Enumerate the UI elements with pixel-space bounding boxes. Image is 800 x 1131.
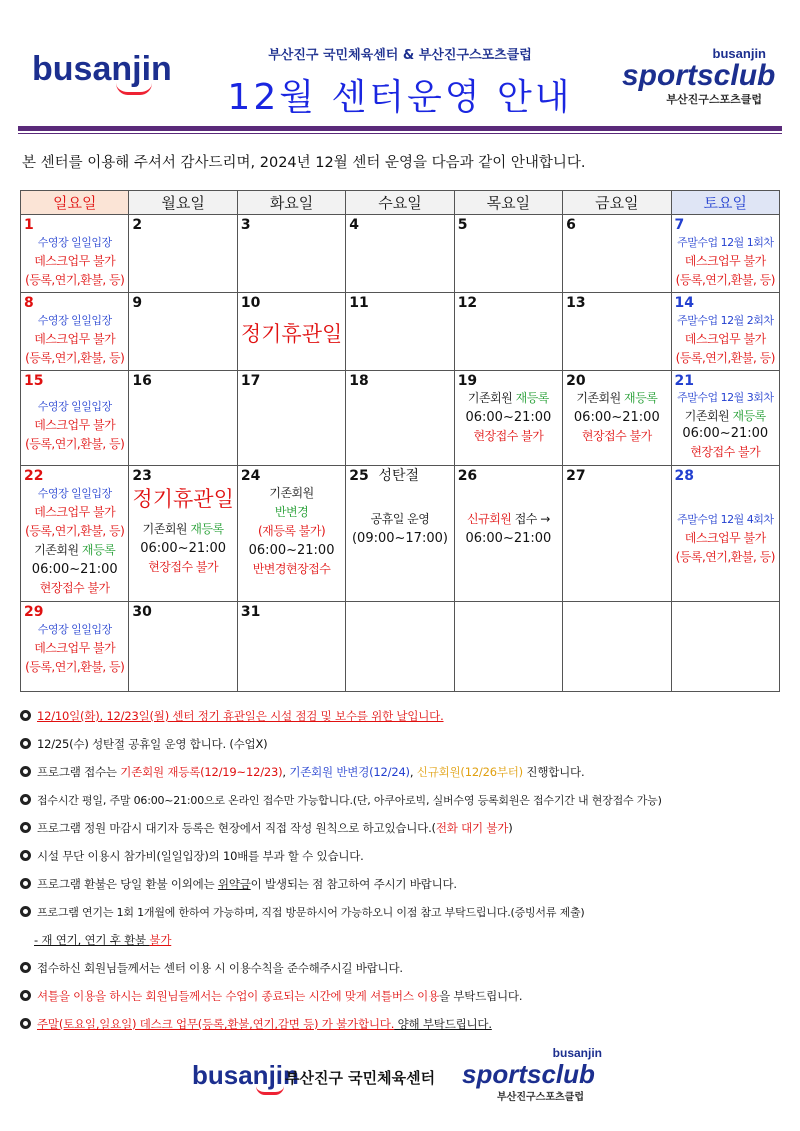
reception-hours: 06:00~21:00: [31, 562, 118, 577]
day-number: 25 성탄절: [349, 468, 420, 484]
christmas-label: 성탄절: [378, 468, 420, 484]
regular-closed-day: 정기휴관일: [240, 322, 343, 346]
notice-list: [20, 702, 780, 1038]
intro-text: 본 센터를 이용해 주셔서 감사드리며, 2024년 12월 센터 운영을 다음과 같이 안내합니다.: [22, 155, 586, 171]
empty-cell: [563, 602, 671, 692]
re-register-notice: 기존회원 재등록: [142, 522, 224, 536]
holiday-hours: (09:00~17:00): [351, 531, 448, 546]
bullet-icon: [20, 738, 31, 749]
bullet-icon: [20, 878, 31, 889]
reception-hours: 06:00~21:00: [248, 543, 335, 558]
notice-item-4: 접수시간 평일, 주말 06:00~21:00으로 온라인 접수만 가능합니다.(단, 아쿠아로빅, 실버수영 등록회원은 접수기간 내 현장접수 가능): [20, 786, 780, 814]
onsite-not-allowed: 현장접수 불가: [39, 581, 110, 595]
day-number: 2: [132, 217, 143, 233]
desk-notice: 데스크업무 불가: [684, 332, 766, 346]
desk-notice-detail: (등록,연기,환불, 등): [25, 660, 125, 674]
busanjin-logo: busanjin: [32, 50, 172, 95]
day-cell-13: [563, 293, 671, 371]
bullet-icon: [20, 962, 31, 973]
day-number: 22: [24, 468, 44, 484]
day-cell-25: [346, 466, 454, 602]
empty-cell: [671, 602, 779, 692]
footer-center-name: 부산진구 국민체육센터: [285, 1069, 436, 1087]
desk-notice: 데스크업무 불가: [34, 505, 116, 519]
weekday-sunday: 일요일: [21, 191, 129, 215]
desk-notice-detail: (등록,연기,환불, 등): [25, 351, 125, 365]
footer-busanjin-logo: busanjin: [192, 1060, 299, 1095]
re-register-notice: 기존회원 재등록: [576, 391, 658, 405]
header-subtitle: 부산진구 국민체육센터 & 부산진구스포츠클럽: [268, 48, 532, 63]
notice-item-6: 시설 무단 이용시 참가비(일일입장)의 10배를 부과 할 수 있습니다.: [20, 842, 780, 870]
day-cell-21: [671, 371, 779, 466]
bullet-icon: [20, 990, 31, 1001]
day-number: 10: [240, 295, 261, 311]
day-cell-7: [671, 215, 779, 293]
weekday-friday: 금요일: [563, 191, 671, 215]
day-number: 6: [566, 217, 576, 233]
day-cell-17: [237, 371, 345, 466]
day-number: 24: [240, 468, 261, 484]
regular-closed-day: 정기휴관일: [132, 487, 234, 511]
notice-item-3: 프로그램 접수는 기존회원 재등록(12/19~12/23), 기존회원 반변경(12/24), 신규회원(12/26부터) 진행합니다.: [20, 758, 780, 786]
day-cell-8: [21, 293, 129, 371]
day-cell-10: [237, 293, 345, 371]
day-number: 1: [24, 217, 34, 233]
bullet-icon: [20, 1018, 31, 1029]
notice-item-2: 12/25(수) 성탄절 공휴일 운영 합니다. (수업X): [20, 730, 780, 758]
day-number: 23: [132, 468, 152, 484]
bullet-icon: [20, 822, 31, 833]
day-cell-31: [237, 602, 345, 692]
header: [160, 44, 640, 120]
calendar-week-4: [21, 466, 780, 602]
desk-notice-detail: (등록,연기,환불, 등): [675, 550, 775, 564]
weekday-tuesday: 화요일: [237, 191, 345, 215]
day-cell-20: [563, 371, 671, 466]
day-number: 5: [457, 217, 468, 233]
day-number: 28: [674, 468, 695, 484]
day-cell-9: [129, 293, 237, 371]
weekday-thursday: 목요일: [454, 191, 562, 215]
day-number: 15: [24, 373, 44, 389]
empty-cell: [346, 602, 454, 692]
day-number: 18: [349, 373, 369, 389]
day-number: 16: [132, 373, 152, 389]
day-cell-3: [237, 215, 345, 293]
day-cell-23: [129, 466, 237, 602]
day-cell-12: [454, 293, 562, 371]
weekday-header-row: [21, 191, 780, 215]
desk-notice-detail: (등록,연기,환불, 등): [675, 351, 775, 365]
day-cell-11: [346, 293, 454, 371]
notice-item-9: 접수하신 회원님들께서는 센터 이용 시 이용수칙을 준수해주시길 바랍니다.: [20, 954, 780, 982]
desk-notice: 데스크업무 불가: [684, 531, 766, 545]
december-calendar: [20, 190, 780, 692]
day-number: 27: [566, 468, 586, 484]
day-cell-6: [563, 215, 671, 293]
reception-hours: 06:00~21:00: [682, 426, 769, 441]
pool-notice: 수영장 일일입장: [37, 236, 112, 249]
day-cell-27: [563, 466, 671, 602]
notice-item-5: 프로그램 정원 마감시 대기자 등록은 현장에서 직접 작성 원칙으로 하고있습니다.(전화 대기 불가): [20, 814, 780, 842]
day-number: 17: [240, 373, 261, 389]
notice-item-1: 12/10일(화), 12/23일(월) 센터 정기 휴관일은 시설 점검 및 보수를 위한 날입니다.: [20, 702, 780, 730]
day-number: 12: [457, 295, 478, 311]
notice-item-10: 셔틀을 이용을 하시는 회원님들께서는 수업이 종료되는 시간에 맞게 셔틀버스 이용을 부탁드립니다.: [20, 982, 780, 1010]
day-cell-4: [346, 215, 454, 293]
onsite-not-allowed: 현장접수 불가: [148, 560, 219, 574]
day-number: 20: [566, 373, 586, 389]
onsite-not-allowed: 현장접수 불가: [581, 429, 652, 443]
notice-item-8-sub: - 재 연기, 연기 후 환불 불가: [34, 933, 172, 947]
day-number: 8: [24, 295, 34, 311]
notice-item-8: 프로그램 연기는 1회 1개월에 한하여 가능하며, 직접 방문하시어 가능하오니 이점 참고 부탁드립니다.(증빙서류 제출): [20, 898, 780, 926]
day-cell-30: [129, 602, 237, 692]
pool-notice: 수영장 일일입장: [37, 487, 112, 500]
weekday-monday: 월요일: [129, 191, 237, 215]
reception-hours: 06:00~21:00: [140, 541, 227, 556]
day-cell-14: [671, 293, 779, 371]
bullet-icon: [20, 794, 31, 805]
day-number: 31: [240, 604, 261, 620]
notice-item-11: 주말(토요일,일요일) 데스크 업무(등록,환불,연기,감면 등) 가 불가합니다. 양해 부탁드립니다.: [20, 1010, 780, 1038]
desk-notice-detail: (등록,연기,환불, 등): [675, 273, 775, 287]
pool-notice: 수영장 일일입장: [37, 314, 112, 327]
holiday-operation: 공휴일 운영: [370, 512, 430, 526]
day-number: 21: [674, 373, 695, 389]
bullet-icon: [20, 766, 31, 777]
re-register-notice: 기존회원 재등록: [467, 391, 549, 405]
bullet-icon: [20, 710, 31, 721]
day-cell-2: [129, 215, 237, 293]
reception-hours: 06:00~21:00: [573, 410, 660, 425]
day-number: 19: [457, 373, 478, 389]
header-divider: [18, 126, 782, 131]
reception-hours: 06:00~21:00: [465, 531, 552, 546]
desk-notice: 데스크업무 불가: [684, 254, 766, 268]
weekday-saturday: 토요일: [671, 191, 779, 215]
day-cell-18: [346, 371, 454, 466]
weekday-wednesday: 수요일: [346, 191, 454, 215]
reception-hours: 06:00~21:00: [465, 410, 552, 425]
day-number: 29: [24, 604, 44, 620]
footer-sportsclub-logo: busanjin sportsclub 부산진구스포츠클럽: [462, 1046, 602, 1103]
class-change-onsite: 반변경현장접수: [252, 562, 331, 576]
desk-notice-detail: (등록,연기,환불, 등): [25, 437, 125, 451]
onsite-not-allowed: 현장접수 불가: [690, 445, 761, 459]
weekend-class-notice: 주말수업 12월 4회차: [677, 513, 774, 526]
desk-notice-detail: (등록,연기,환불, 등): [25, 524, 125, 538]
day-number: 4: [349, 217, 360, 233]
day-cell-1: [21, 215, 129, 293]
pool-notice: 수영장 일일입장: [37, 623, 112, 636]
empty-cell: [454, 602, 562, 692]
existing-member-label: 기존회원: [269, 486, 314, 500]
day-number: 30: [132, 604, 152, 620]
desk-notice: 데스크업무 불가: [34, 254, 116, 268]
header-divider-thin: [18, 133, 782, 134]
desk-notice: 데스크업무 불가: [34, 332, 116, 346]
sportsclub-logo: busanjin sportsclub 부산진구스포츠클럽: [622, 46, 776, 106]
calendar-week-5: [21, 602, 780, 692]
day-cell-15: [21, 371, 129, 466]
day-cell-26: [454, 466, 562, 602]
day-number: 11: [349, 295, 369, 311]
day-cell-28: [671, 466, 779, 602]
weekend-class-notice: 주말수업 12월 1회차: [677, 236, 774, 249]
onsite-not-allowed: 현장접수 불가: [473, 429, 544, 443]
re-register-not-allowed: (재등록 불가): [257, 524, 326, 538]
notice-item-7: 프로그램 환불은 당일 환불 이외에는 위약금이 발생되는 점 참고하여 주시기 바랍니다.: [20, 870, 780, 898]
class-change-label: 반변경: [274, 505, 309, 519]
page-title: 12월 센터운영 안내: [227, 77, 573, 118]
calendar-week-1: [21, 215, 780, 293]
day-number: 13: [566, 295, 586, 311]
day-cell-5: [454, 215, 562, 293]
bullet-icon: [20, 850, 31, 861]
calendar-week-3: [21, 371, 780, 466]
calendar-week-2: [21, 293, 780, 371]
day-cell-16: [129, 371, 237, 466]
desk-notice: 데스크업무 불가: [34, 418, 116, 432]
weekend-class-notice: 주말수업 12월 2회차: [677, 314, 774, 327]
day-cell-24: [237, 466, 345, 602]
new-member-notice: 신규회원 접수 →: [467, 512, 550, 526]
desk-notice-detail: (등록,연기,환불, 등): [25, 273, 125, 287]
day-number: 7: [674, 217, 685, 233]
day-number: 3: [240, 217, 251, 233]
day-number: 9: [132, 295, 143, 311]
weekend-class-notice: 주말수업 12월 3회차: [677, 391, 774, 404]
day-number: 14: [674, 295, 695, 311]
desk-notice: 데스크업무 불가: [34, 641, 116, 655]
re-register-notice: 기존회원 재등록: [684, 409, 766, 423]
day-cell-29: [21, 602, 129, 692]
bullet-icon: [20, 906, 31, 917]
re-register-notice: 기존회원 재등록: [34, 543, 116, 557]
day-cell-22: [21, 466, 129, 602]
pool-notice: 수영장 일일입장: [37, 400, 112, 413]
day-number: 26: [457, 468, 478, 484]
day-cell-19: [454, 371, 562, 466]
